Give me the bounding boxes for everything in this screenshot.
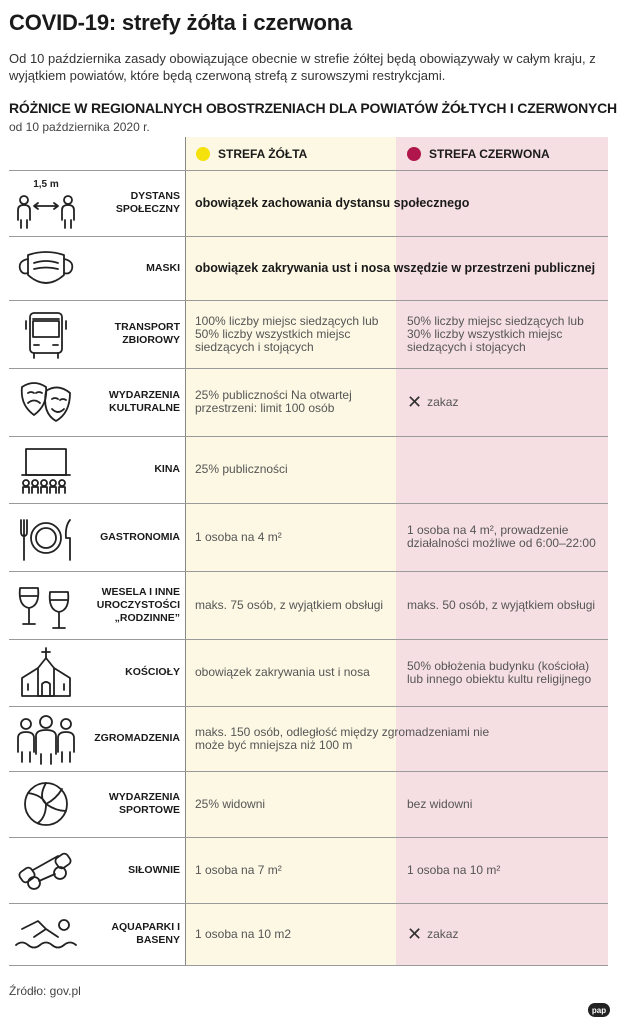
table-row bbox=[0, 903, 618, 965]
red-zone-value: bez widowni bbox=[407, 796, 473, 811]
table-row bbox=[0, 368, 618, 436]
yellow-dot-icon bbox=[196, 147, 210, 161]
table-row bbox=[0, 170, 618, 236]
cross-icon: ✕ bbox=[407, 391, 423, 412]
red-zone-label: STREFA CZERWONA bbox=[429, 146, 550, 161]
red-zone-value: maks. 50 osób, z wyjątkiem obsługi bbox=[407, 597, 596, 612]
table-row bbox=[0, 436, 618, 503]
intro-text: Od 10 października zasady obowiązujące obecnie w strefie żółtej będą obowiązywały w całym kraju, z wyjątkiem powiatów, które będą czerwoną strefą z surowszymi restrykcjami. bbox=[9, 51, 596, 83]
table-row bbox=[0, 639, 618, 706]
distance-label: 1,5 m bbox=[33, 179, 59, 190]
row-label: KOŚCIOŁY bbox=[125, 666, 180, 678]
both-zones-value: obowiązek zachowania dystansu społecznego bbox=[195, 195, 470, 210]
yellow-zone-value: 100% liczby miejsc siedzących lub 50% liczby wszystkich miejsc siedzących i stojących bbox=[195, 313, 379, 354]
row-label: SIŁOWNIE bbox=[128, 863, 180, 876]
table-row bbox=[0, 837, 618, 903]
bus-icon bbox=[12, 307, 80, 361]
yellow-zone-value: 25% widowni bbox=[195, 796, 266, 811]
cross-icon: ✕ bbox=[407, 923, 423, 944]
table-heading: RÓŻNICE W REGIONALNYCH OBOSTRZENIACH DLA POWIATÓW ŻÓŁTYCH I CZERWONYCH bbox=[9, 100, 617, 116]
row-label: ZGROMADZENIA bbox=[94, 732, 180, 744]
table-row bbox=[0, 236, 618, 300]
table-row bbox=[0, 571, 618, 639]
row-label: MASKI bbox=[146, 261, 180, 274]
red-zone-value: 50% obłożenia budynku (kościoła) lub innego obiektu kultu religijnego bbox=[407, 658, 592, 686]
row-label: TRANSPORT ZBIOROWY bbox=[114, 321, 180, 346]
table-row bbox=[0, 300, 618, 368]
red-zone-text: zakaz bbox=[427, 926, 459, 941]
page-title: COVID-19: strefy żółta i czerwona bbox=[9, 10, 353, 35]
people-distance-icon bbox=[12, 176, 80, 230]
source-note: Źródło: gov.pl bbox=[9, 984, 81, 998]
table-row bbox=[0, 771, 618, 837]
row-label: DYSTANS SPOŁECZNY bbox=[115, 190, 180, 215]
row-label: AQUAPARKI I BASENY bbox=[111, 921, 180, 946]
row-label: GASTRONOMIA bbox=[100, 530, 180, 543]
pap-logo: pap bbox=[588, 1003, 610, 1017]
crowd-icon bbox=[12, 712, 80, 766]
yellow-zone-value: maks. 75 osób, z wyjątkiem obsługi bbox=[195, 597, 384, 612]
yellow-zone-value: 25% publiczności bbox=[195, 462, 288, 476]
table-date: od 10 października 2020 r. bbox=[9, 120, 150, 134]
red-zone-value bbox=[407, 436, 603, 503]
both-zones-value: maks. 150 osób, odległość między zgromadzeniami nie może być mniejsza niż 100 m bbox=[195, 724, 490, 752]
red-zone-text: zakaz bbox=[427, 394, 459, 409]
row-label: WESELA I INNE UROCZYSTOŚCI „RODZINNE” bbox=[96, 585, 180, 624]
church-icon bbox=[12, 646, 80, 700]
cinema-icon bbox=[12, 443, 80, 497]
swimmer-icon bbox=[12, 907, 80, 961]
row-label: WYDARZENIA SPORTOWE bbox=[108, 791, 180, 816]
plate-cutlery-icon bbox=[12, 510, 80, 564]
wine-glasses-icon bbox=[12, 578, 80, 632]
volleyball-icon bbox=[12, 777, 80, 831]
yellow-zone-header bbox=[196, 137, 307, 170]
yellow-zone-value: 1 osoba na 7 m² bbox=[195, 862, 282, 877]
dumbbell-icon bbox=[12, 843, 80, 897]
yellow-zone-value: 1 osoba na 10 m2 bbox=[195, 926, 292, 941]
red-zone-value: 1 osoba na 4 m², prowadzenie działalności możliwe od 6:00–22:00 bbox=[407, 523, 596, 550]
table-row bbox=[0, 503, 618, 571]
both-zones-value: obowiązek zakrywania ust i nosa wszędzie w przestrzeni publicznej bbox=[195, 260, 596, 275]
yellow-zone-value: 1 osoba na 4 m² bbox=[195, 529, 282, 544]
red-zone-header bbox=[407, 137, 550, 170]
table-row bbox=[0, 706, 618, 771]
red-zone-value: 50% liczby miejsc siedzących lub 30% liczby wszystkich miejsc siedzących i stojących bbox=[407, 313, 584, 354]
row-label: WYDARZENIA KULTURALNE bbox=[108, 389, 180, 414]
row-divider bbox=[9, 965, 608, 966]
red-dot-icon bbox=[407, 147, 421, 161]
red-zone-value bbox=[407, 368, 603, 436]
yellow-zone-label: STREFA ŻÓŁTA bbox=[218, 146, 308, 161]
red-zone-value: 1 osoba na 10 m² bbox=[407, 862, 501, 877]
theater-masks-icon bbox=[12, 375, 80, 429]
yellow-zone-value: obowiązek zakrywania ust i nosa bbox=[195, 665, 370, 679]
row-label: KINA bbox=[154, 463, 180, 475]
face-mask-icon bbox=[12, 241, 80, 295]
red-zone-value bbox=[407, 903, 603, 965]
yellow-zone-value: 25% publiczności Na otwartej przestrzeni: limit 100 osób bbox=[195, 388, 352, 415]
